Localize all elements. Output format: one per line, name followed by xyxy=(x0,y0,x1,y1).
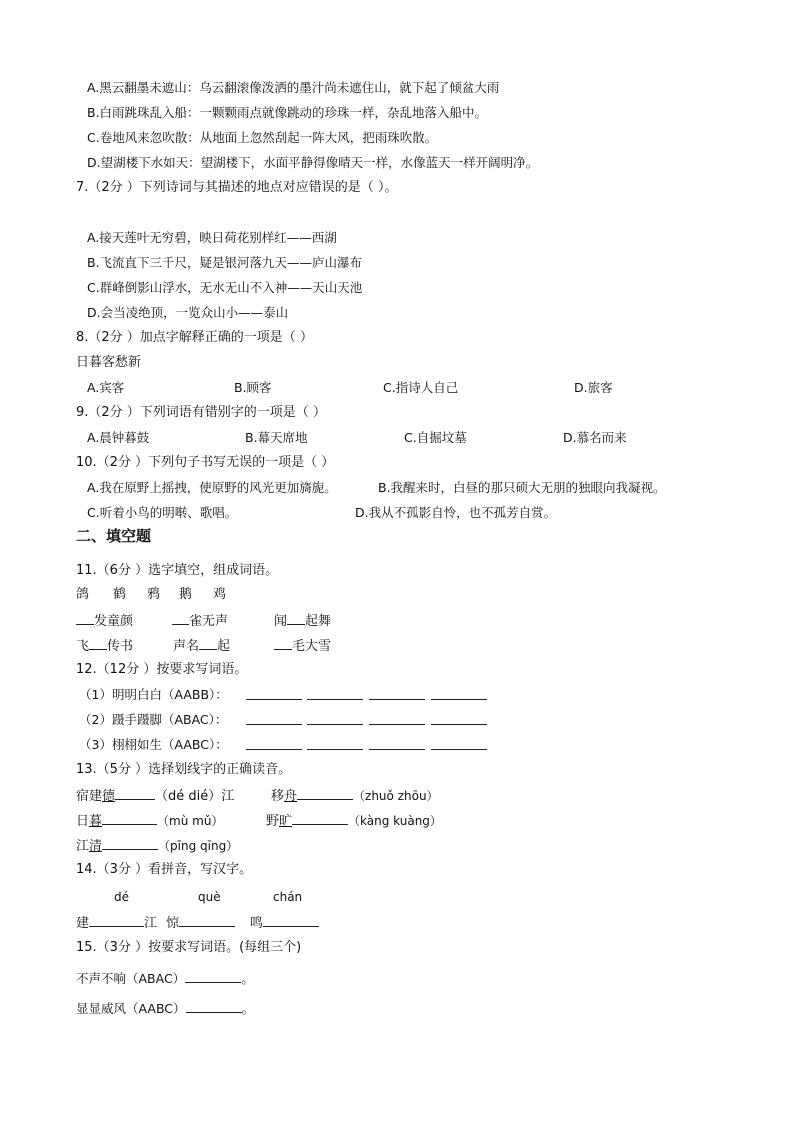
q7-option-c: C.群峰倒影山浮水，无水无山不入神——天山天池 xyxy=(87,280,363,295)
q8-stem: 8.（2分 ）加点字解释正确的一项是（ ） xyxy=(76,330,313,345)
answer-blank[interactable] xyxy=(307,737,363,750)
q13-item-2: 移舟 （zhuǒ zhōu） xyxy=(271,789,439,804)
answer-blank[interactable] xyxy=(369,687,425,700)
q8-option-c: C.指诗人自己 xyxy=(383,380,459,395)
q13-item-3: 日暮 （mù mǔ） xyxy=(76,814,224,829)
answer-blank[interactable] xyxy=(102,812,157,825)
answer-blank[interactable] xyxy=(274,637,292,650)
answer-blank[interactable] xyxy=(431,737,487,750)
answer-blank[interactable] xyxy=(89,637,107,650)
answer-blank[interactable] xyxy=(307,687,363,700)
answer-blank[interactable] xyxy=(246,737,302,750)
q12-row-3-label: （3）栩栩如生（AABC）： xyxy=(79,737,228,752)
q14-item-1: 建 江 xyxy=(76,916,158,931)
q10-stem: 10.（2分 ）下列句子书写无误的一项是（ ） xyxy=(76,455,335,470)
q13-stem: 13.（5分 ）选择划线字的正确读音。 xyxy=(76,762,292,777)
q11-stem: 11.（6分 ）选字填空，组成词语。 xyxy=(76,563,279,578)
q11-word-4: 飞 传书 xyxy=(76,639,134,654)
answer-blank[interactable] xyxy=(297,787,353,800)
q8-option-b: B.顾客 xyxy=(234,380,272,395)
q9-stem: 9.（2分 ）下列词语有错别字的一项是（ ） xyxy=(76,405,326,420)
answer-blank[interactable] xyxy=(76,612,94,625)
q6-option-d: D.望湖楼下水如天：望湖楼下，水面平静得像晴天一样，水像蓝天一样开阔明净。 xyxy=(87,155,539,170)
answer-blank[interactable] xyxy=(115,787,155,800)
q14-pinyin-3: chán xyxy=(273,890,303,904)
q10-option-a: A.我在原野上摇拽，使原野的风光更加旖旎。 xyxy=(87,480,337,495)
q7-option-a: A.接天莲叶无穷碧，映日荷花别样红——西湖 xyxy=(87,230,337,245)
q12-row-2-label: （2）蹑手蹑脚（ABAC）： xyxy=(79,712,228,727)
answer-blank[interactable] xyxy=(307,712,363,725)
q13-item-5: 江清 （pīng qīng） xyxy=(76,839,239,854)
q11-word-3: 闻 起舞 xyxy=(274,614,332,629)
q6-option-a: A.黑云翻墨未遮山：乌云翻滚像泼洒的墨汁尚未遮住山，就下起了倾盆大雨 xyxy=(87,80,500,95)
answer-blank[interactable] xyxy=(369,712,425,725)
answer-blank[interactable] xyxy=(431,687,487,700)
q10-option-b: B.我醒来时，白昼的那只硕大无朋的独眼向我凝视。 xyxy=(378,480,666,495)
q8-option-a: A.宾客 xyxy=(87,380,125,395)
q12-stem: 12.（12分 ）按要求写词语。 xyxy=(76,662,248,677)
answer-blank[interactable] xyxy=(246,712,302,725)
q7-option-b: B.飞流直下三千尺，疑是银河落九天——庐山瀑布 xyxy=(87,255,363,270)
answer-blank[interactable] xyxy=(199,637,217,650)
q9-option-d: D.慕名而来 xyxy=(563,430,627,445)
answer-blank[interactable] xyxy=(369,737,425,750)
q14-stem: 14.（3分 ）看拼音，写汉字。 xyxy=(76,862,253,877)
answer-blank[interactable] xyxy=(172,612,189,625)
q6-option-b: B.白雨跳珠乱入船：一颗颗雨点就像跳动的珍珠一样，杂乱地落入船中。 xyxy=(87,105,488,120)
q14-item-2: 惊 xyxy=(166,914,235,932)
q7-stem: 7.（2分 ）下列诗词与其描述的地点对应错误的是（ ）。 xyxy=(76,180,398,195)
q12-row-2-blanks xyxy=(246,712,487,730)
q8-phrase: 日暮客愁新 xyxy=(76,355,142,370)
q9-option-b: B.幕天席地 xyxy=(245,430,308,445)
q12-row-1-blanks xyxy=(246,687,487,705)
q11-char: 鸽 xyxy=(76,587,90,602)
q7-option-d: D.会当凌绝顶，一览众山小——泰山 xyxy=(87,305,289,320)
q13-item-1: 宿建德 （dé dié）江 xyxy=(76,789,235,804)
q6-option-c: C.卷地风来忽吹散：从地面上忽然刮起一阵大风，把雨珠吹散。 xyxy=(87,130,438,145)
q11-word-5: 声名 起 xyxy=(173,639,231,654)
q14-item-3: 鸣 xyxy=(250,914,319,932)
q11-char: 鹤 xyxy=(113,587,127,602)
answer-blank[interactable] xyxy=(102,837,158,850)
answer-blank[interactable] xyxy=(246,687,302,700)
q14-pinyin-1: dé xyxy=(114,890,129,904)
q12-row-1-label: （1）明明白白（AABB）： xyxy=(79,687,228,702)
answer-blank[interactable] xyxy=(89,914,144,927)
q9-option-c: C.自掘坟墓 xyxy=(404,430,467,445)
q15-row-2: 显显威风（AABC） 。 xyxy=(76,1001,255,1017)
answer-blank[interactable] xyxy=(287,612,305,625)
answer-blank[interactable] xyxy=(179,914,235,927)
q11-word-2: 雀无声 xyxy=(172,612,228,630)
q8-option-d: D.旅客 xyxy=(574,380,613,395)
q11-word-1: 发童颜 xyxy=(76,612,133,630)
q11-char: 鸦 xyxy=(147,587,161,602)
answer-blank[interactable] xyxy=(431,712,487,725)
section-heading: 二、填空题 xyxy=(76,527,152,545)
q9-option-a: A.晨钟暮鼓 xyxy=(87,430,150,445)
q12-row-3-blanks xyxy=(246,737,487,755)
answer-blank[interactable] xyxy=(292,812,348,825)
answer-blank[interactable] xyxy=(186,1000,242,1013)
answer-blank[interactable] xyxy=(185,970,241,983)
q11-char: 鸡 xyxy=(213,587,227,602)
q10-option-c: C.听着小鸟的明啭、歌唱。 xyxy=(87,505,238,520)
answer-blank[interactable] xyxy=(263,914,319,927)
q13-item-4: 野旷 （kàng kuàng） xyxy=(266,814,442,829)
q11-char: 鹅 xyxy=(179,587,193,602)
q10-option-d: D.我从不孤影自怜，也不孤芳自赏。 xyxy=(355,505,557,520)
q15-row-1: 不声不响（ABAC） 。 xyxy=(76,971,255,987)
q15-stem: 15.（3分 ）按要求写词语。(每组三个) xyxy=(76,940,302,955)
q11-word-6: 毛大雪 xyxy=(274,637,331,655)
q14-pinyin-2: què xyxy=(198,890,221,904)
